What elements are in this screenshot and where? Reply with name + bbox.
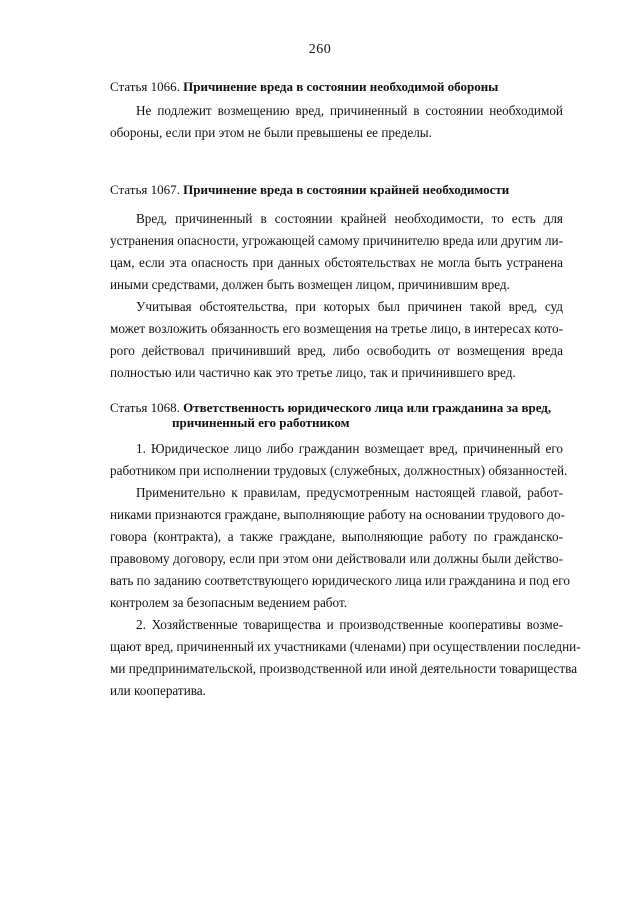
paragraph [110,208,563,296]
article-heading-1068 [110,400,563,430]
paragraph-line: Учитывая обстоятельства, при которых был причинен такой вред, суд [136,299,563,314]
paragraph-line: ми предпринимательской, производственной или иной деятельности товарищества [110,661,578,676]
paragraph-line: контролем за безопасным ведением работ. [110,595,348,610]
paragraph [110,614,581,702]
paragraph-line: устранения опасности, угрожающей самому причинителю вреда или другим ли- [110,233,563,248]
paragraph [110,100,563,144]
article-number: Статья 1068. [110,400,180,415]
paragraph [110,438,568,482]
article-heading-1066 [110,79,563,94]
paragraph-line: полностью или частично как это третье лицо, так и причинившего вред. [110,365,516,380]
paragraph [110,482,570,614]
article-title: Ответственность юридического лица или гражданина за вред, [183,400,552,415]
paragraph-line: щают вред, причиненный их участниками (членами) при осуществлении последни- [110,639,581,654]
paragraph-line: вать по заданию соответствующего юридического лица или гражданина и под его [110,573,570,588]
article-number: Статья 1066. [110,79,180,94]
paragraph-line: Не подлежит возмещению вред, причиненный в состоянии необходимой [136,103,563,118]
paragraph-line: рого действовал причинивший вред, либо освободить от возмещения вреда [110,343,563,358]
paragraph-line: Применительно к правилам, предусмотренным настоящей главой, работ- [136,485,563,500]
paragraph-line: никами признаются граждане, выполняющие работу на основании трудового до- [110,507,565,522]
paragraph-line: 2. Хозяйственные товарищества и производственные кооперативы возме- [136,617,563,632]
paragraph [110,296,563,384]
article-title-continuation: причиненный его работником [172,415,350,430]
paragraph-line: цам, если эта опасность при данных обстоятельствах не могла быть устранена [110,255,563,270]
paragraph-line: может возложить обязанность его возмещения на третье лицо, в интересах кото- [110,321,563,336]
page-number: 260 [308,42,332,57]
article-heading-1067 [110,182,563,197]
article-title: Причинение вреда в состоянии необходимой обороны [183,79,499,94]
paragraph-line: или кооператива. [110,683,206,698]
paragraph-line: Вред, причиненный в состоянии крайней необходимости, то есть для [136,211,563,226]
paragraph-line: правовому договору, если при этом они действовали или должны были действо- [110,551,563,566]
paragraph-line: 1. Юридическое лицо либо гражданин возмещает вред, причиненный его [136,441,563,456]
article-title: Причинение вреда в состоянии крайней необходимости [183,182,510,197]
paragraph-line: говора (контракта), а также граждане, выполняющие работу по гражданско- [110,529,563,544]
paragraph-line: работником при исполнении трудовых (служебных, должностных) обязанностей. [110,463,568,478]
paragraph-line: иными средствами, должен быть возмещен лицом, причинившим вред. [110,277,510,292]
paragraph-line: обороны, если при этом не были превышены ее пределы. [110,125,432,140]
article-number: Статья 1067. [110,182,180,197]
